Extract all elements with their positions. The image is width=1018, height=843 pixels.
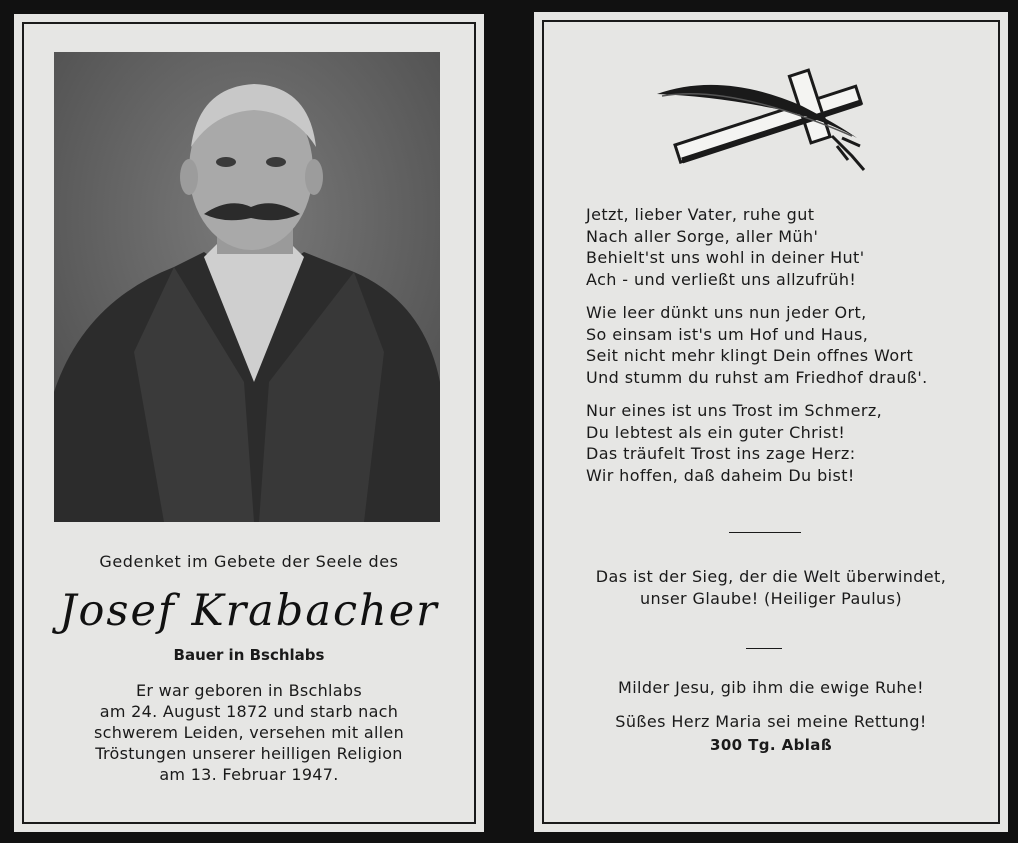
- prayer-line: Milder Jesu, gib ihm die ewige Ruhe!: [617, 678, 924, 697]
- occupation-text: Bauer in Bschlabs: [173, 646, 325, 664]
- deceased-name: Josef Krabacher: [59, 586, 439, 636]
- quote-line: Das ist der Sieg, der die Welt überwindet,: [595, 567, 947, 586]
- bio-line: schwerem Leiden, versehen mit allen: [93, 723, 405, 742]
- divider: [746, 648, 782, 649]
- intro-text: Gedenket im Gebete der Seele des: [99, 552, 399, 571]
- poem-line: So einsam ist's um Hof und Haus,: [586, 324, 869, 344]
- cross-with-palm-icon: [652, 66, 878, 176]
- poem-stanza: [586, 302, 986, 388]
- bio-line: am 13. Februar 1947.: [159, 765, 339, 784]
- scripture-quote: [534, 566, 1008, 610]
- poem-line: Ach - und verließt uns allzufrüh!: [586, 269, 857, 289]
- poem-line: Behielt'st uns wohl in deiner Hut': [586, 248, 865, 267]
- poem-line: Wir hoffen, daß daheim Du bist!: [586, 465, 855, 485]
- poem: [586, 204, 986, 498]
- poem-line: Wie leer dünkt uns nun jeder Ort,: [586, 303, 867, 322]
- memorial-card-left: [14, 14, 484, 832]
- memorial-card-right: [534, 12, 1008, 832]
- poem-stanza: [586, 204, 986, 290]
- poem-line: Nach aller Sorge, aller Müh': [586, 226, 819, 246]
- poem-line: Und stumm du ruhst am Friedhof drauß'.: [586, 367, 928, 387]
- bio-line: am 24. August 1872 und starb nach: [99, 702, 399, 721]
- poem-stanza: [586, 400, 986, 486]
- bio-line: Er war geboren in Bschlabs: [135, 681, 363, 700]
- poem-line: Seit nicht mehr klingt Dein offnes Wort: [586, 346, 914, 365]
- poem-line: Jetzt, lieber Vater, ruhe gut: [586, 205, 815, 224]
- prayer-line: Süßes Herz Maria sei meine Rettung!: [615, 712, 927, 731]
- indulgence-text: 300 Tg. Ablaß: [709, 736, 833, 754]
- poem-line: Du lebtest als ein guter Christ!: [586, 422, 846, 442]
- portrait-illustration: [54, 52, 440, 522]
- divider: [729, 532, 801, 533]
- poem-line: Das träufelt Trost ins zage Herz:: [586, 444, 856, 463]
- biography: [14, 680, 484, 785]
- quote-line: unser Glaube! (Heiliger Paulus): [640, 589, 902, 608]
- bio-line: Tröstungen unserer heilligen Religion: [95, 744, 403, 763]
- portrait-photo: [54, 52, 440, 522]
- poem-line: Nur eines ist uns Trost im Schmerz,: [586, 401, 883, 420]
